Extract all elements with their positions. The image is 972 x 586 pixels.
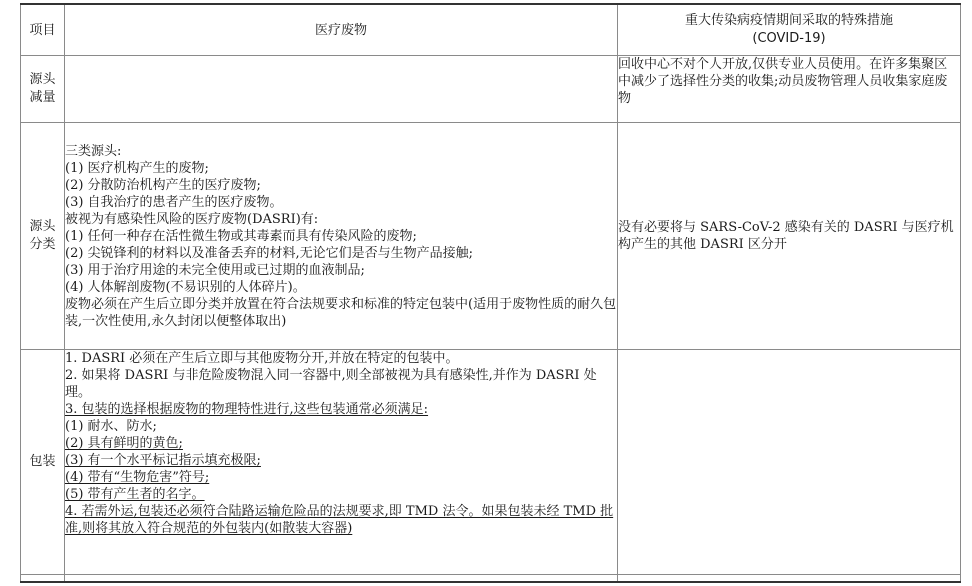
medical-waste-line: (2) 尖锐锋利的材料以及准备丢弃的材料,无论它们是否与生物产品接触; [65,245,474,261]
row-label-source-reduction [21,56,65,123]
row-label-text: 源头 [29,72,56,87]
medical-waste-line: (2) 分散防治机构产生的医疗废物; [65,177,261,193]
column-header-item: 项目 [21,4,65,56]
medical-waste-line: (2) 具有鲜明的黄色; [65,436,183,451]
medical-waste-line: (1) 医疗机构产生的废物; [65,160,209,176]
cutoff-cell [65,575,618,583]
table-row-source-classification [21,123,961,350]
medical-cell-source-classification [65,123,618,350]
medical-waste-line: 4. 若需外运,包装还必须符合陆路运输危险品的法规要求,即 TMD 法令。如果包装未经 TMD 批准,则将其放入符合规范的外包装内(如散装大容器) [65,504,614,536]
row-label-text: 包装 [29,454,56,469]
special-measures-title: 重大传染病疫情期间采取的特殊措施 [684,13,893,28]
special-measure-text: 没有必要将与 SARS-CoV-2 感染有关的 DASRI 与医疗机构产生的其他 DASRI 区分开 [618,220,954,252]
row-label-text: 分类 [29,237,56,252]
cutoff-cell [21,575,65,583]
table-row-cutoff [21,575,961,583]
medical-waste-line: 三类源头: [65,143,122,159]
table-row-packaging [21,350,961,575]
special-cell-packaging [618,350,961,575]
medical-waste-line: (3) 自我治疗的患者产生的医疗废物。 [65,194,283,210]
medical-cell-source-reduction [65,56,618,123]
column-header-medical-waste: 医疗废物 [65,4,618,56]
medical-waste-line: (5) 带有产生者的名字。 [65,487,205,502]
medical-waste-line: (3) 有一个水平标记指示填充极限; [65,453,261,468]
medical-waste-line: (3) 用于治疗用途的未完全使用或已过期的血液制品; [65,262,365,278]
special-measures-subtitle: (COVID-19) [752,31,826,46]
row-label-source-classification [21,123,65,350]
column-header-special-measures [618,4,961,56]
medical-waste-line: (1) 耐水、防水; [65,419,157,434]
medical-waste-line: (4) 带有“生物危害”符号; [65,470,210,485]
table-row-source-reduction [21,56,961,123]
medical-waste-line: 2. 如果将 DASRI 与非危险废物混入同一容器中,则全部被视为具有感染性,并作为 DASRI 处理。 [65,368,597,400]
medical-waste-line: 废物必须在产生后立即分类并放置在符合法规要求和标准的特定包装中(适用于废物性质的耐久包装,一次性使用,永久封闭以便整体取出) [65,296,617,329]
medical-waste-line: (1) 任何一种存在活性微生物或其毒素而具有传染风险的废物; [65,228,417,244]
medical-waste-table [20,3,961,583]
medical-waste-line: (4) 人体解剖废物(不易识别的人体碎片)。 [65,279,306,295]
special-cell-source-classification [618,123,961,350]
document-page [20,3,960,583]
row-label-text: 减量 [29,90,56,105]
medical-waste-line: 被视为有感染性风险的医疗废物(DASRI)有: [65,211,319,227]
medical-cell-packaging [65,350,618,575]
medical-waste-line: 1. DASRI 必须在产生后立即与其他废物分开,并放在特定的包装中。 [65,351,459,366]
special-cell-source-reduction [618,56,961,123]
medical-waste-line: 3. 包装的选择根据废物的物理特性进行,这些包装通常必须满足: [65,402,429,417]
special-measure-text: 回收中心不对个人开放,仅供专业人员使用。在许多集聚区中减少了选择性分类的收集;动员废物管理人员收集家庭废物 [618,57,948,106]
table-header-row [21,4,961,56]
cutoff-cell [618,575,961,583]
row-label-text: 源头 [29,219,56,234]
row-label-packaging [21,350,65,575]
